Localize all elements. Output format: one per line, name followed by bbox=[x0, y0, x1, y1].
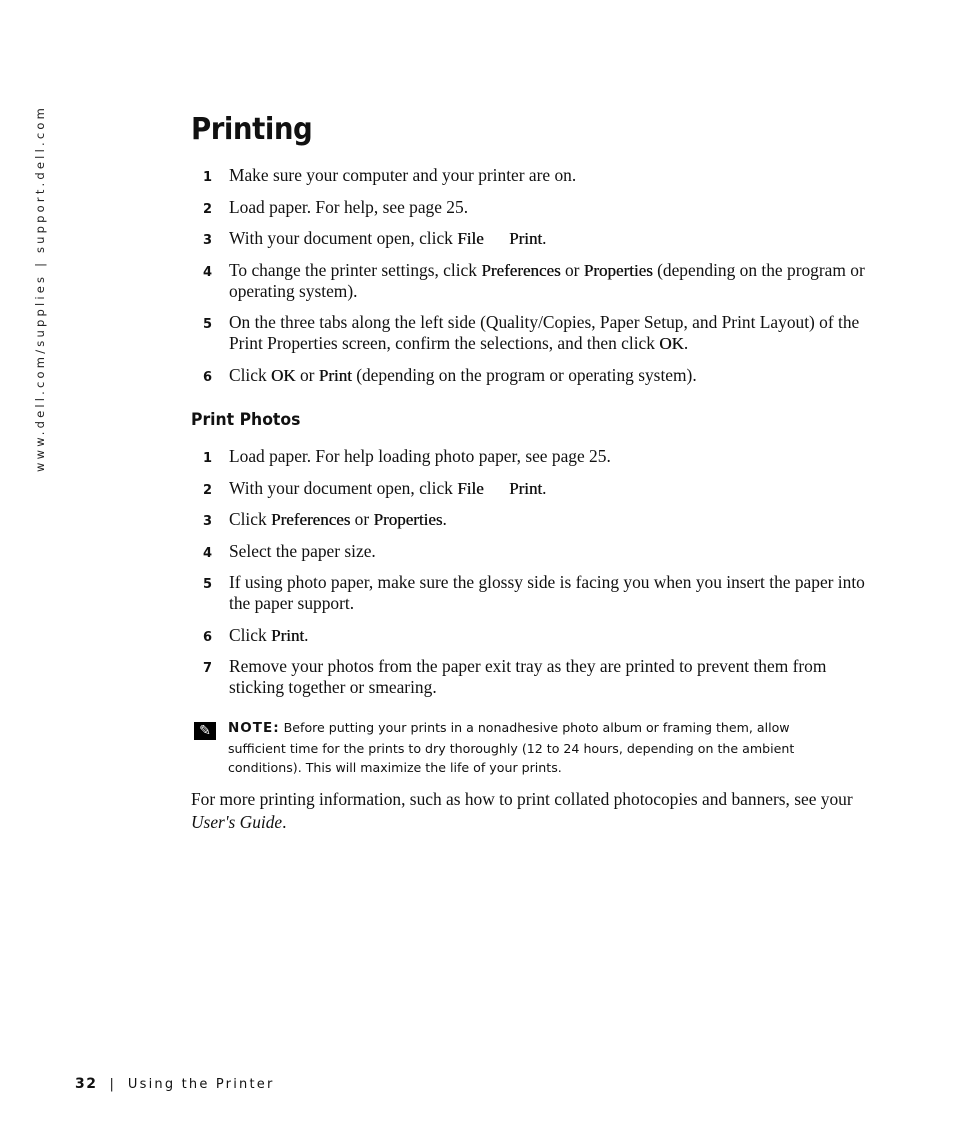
step-text: . bbox=[683, 333, 689, 353]
step-text: To change the printer settings, click bbox=[229, 259, 482, 280]
ui-term: OK bbox=[271, 365, 296, 385]
step-text: With your document open, click bbox=[229, 228, 458, 248]
ui-term: Properties bbox=[583, 260, 653, 280]
step-text: If using photo paper, make sure the glossy side is facing you when you insert the paper into the paper support. bbox=[229, 572, 865, 613]
step-text: . bbox=[542, 477, 547, 498]
note-label: NOTE: bbox=[228, 720, 280, 736]
closing-period: . bbox=[282, 812, 287, 832]
step-text: Load paper. For help, see page 25. bbox=[229, 196, 469, 217]
step-number: 4 bbox=[203, 545, 213, 561]
step-text: . bbox=[442, 509, 447, 529]
step-number: 5 bbox=[203, 317, 213, 332]
step-text: . bbox=[542, 228, 547, 248]
note-box bbox=[191, 718, 851, 778]
step-text: (depending on the program or operating system). bbox=[229, 259, 865, 301]
ui-term: Print bbox=[509, 229, 543, 248]
footer-separator: | bbox=[109, 1077, 114, 1092]
step-text: Load paper. For help loading photo paper, see page 25. bbox=[229, 446, 611, 466]
step-number: 3 bbox=[203, 514, 213, 529]
step-item bbox=[191, 228, 871, 249]
step-number: 2 bbox=[203, 482, 213, 498]
closing-paragraph bbox=[191, 788, 866, 834]
step-text: Click bbox=[229, 364, 272, 385]
note-text: Before putting your prints in a nonadhesive photo album or framing them, allow sufficient time for the prints to dry thoroughly (12 to 24 hours, depending on the ambient conditions). This will maximize the life of your prints. bbox=[228, 720, 795, 775]
step-text: . bbox=[304, 624, 309, 645]
step-text: or bbox=[295, 364, 319, 385]
step-text: With your document open, click bbox=[229, 477, 458, 498]
step-item bbox=[191, 197, 871, 218]
step-text: Make sure your computer and your printer are on. bbox=[229, 165, 577, 185]
ui-term: Preferences bbox=[481, 260, 561, 280]
step-number: 6 bbox=[203, 369, 213, 385]
step-item bbox=[191, 365, 871, 386]
closing-text: For more printing information, such as how to print collated photocopies and banners, see your bbox=[191, 789, 853, 809]
step-text: Select the paper size. bbox=[229, 540, 376, 561]
chapter-name: Using the Printer bbox=[127, 1077, 275, 1092]
ui-term: Print bbox=[509, 478, 543, 498]
ui-term: Print bbox=[271, 625, 305, 645]
section-title: Print Photos bbox=[191, 410, 301, 430]
page-title: Printing bbox=[191, 112, 313, 147]
step-number: 2 bbox=[203, 201, 213, 217]
arrow-icon bbox=[488, 228, 505, 248]
print-photos-steps-list bbox=[191, 446, 871, 709]
step-number: 6 bbox=[203, 629, 213, 645]
note-body bbox=[228, 718, 851, 778]
ui-term: Preferences bbox=[271, 510, 351, 529]
step-number: 1 bbox=[203, 170, 213, 185]
step-text: (depending on the program or operating system). bbox=[351, 364, 697, 385]
step-item bbox=[191, 165, 871, 186]
pencil-note-icon: ✎ bbox=[194, 722, 216, 740]
step-text: or bbox=[350, 509, 374, 529]
page-number: 32 bbox=[75, 1076, 98, 1092]
step-item bbox=[191, 312, 871, 354]
step-text: Remove your photos from the paper exit tray as they are printed to prevent them from sticking together or smearing. bbox=[229, 656, 827, 697]
step-item bbox=[191, 625, 871, 646]
step-item bbox=[191, 656, 871, 698]
step-item bbox=[191, 509, 871, 530]
ui-term: Properties bbox=[373, 510, 443, 529]
step-item bbox=[191, 478, 871, 499]
step-text: Click bbox=[229, 509, 272, 529]
step-number: 5 bbox=[203, 577, 213, 592]
step-item bbox=[191, 260, 871, 302]
arrow-icon bbox=[488, 478, 505, 498]
ui-term: File bbox=[457, 229, 484, 248]
step-item bbox=[191, 572, 871, 614]
step-number: 1 bbox=[203, 451, 213, 466]
ui-term: File bbox=[457, 478, 484, 498]
sidebar-url: www.dell.com/supplies | support.dell.com bbox=[33, 105, 47, 472]
step-item bbox=[191, 541, 871, 562]
step-number: 4 bbox=[203, 264, 213, 280]
step-text: Click bbox=[229, 624, 272, 645]
step-number: 3 bbox=[203, 233, 213, 248]
printing-steps-list bbox=[191, 165, 871, 396]
step-text: or bbox=[560, 259, 584, 280]
users-guide-reference: User's Guide bbox=[191, 812, 283, 832]
ui-term: OK bbox=[659, 334, 684, 353]
page-footer bbox=[75, 1076, 275, 1092]
step-item bbox=[191, 446, 871, 467]
step-number: 7 bbox=[203, 661, 213, 676]
ui-term: Print bbox=[318, 365, 352, 385]
step-text: On the three tabs along the left side (Quality/Copies, Paper Setup, and Print Layout) of the Print Properties screen, confirm the selections, and then click bbox=[229, 312, 860, 353]
